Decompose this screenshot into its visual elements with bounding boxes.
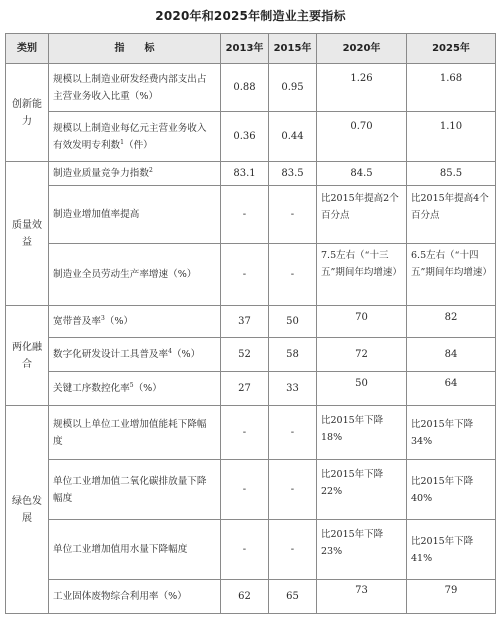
indicator-cell — [49, 112, 221, 162]
indicator-text: 工业固体废物综合利用率（%） — [53, 591, 187, 602]
indicator-cell — [49, 186, 221, 244]
footnote-mark: 2 — [148, 166, 153, 174]
table-row — [6, 306, 496, 338]
header-2015: 2015年 — [269, 34, 317, 64]
value-2013: 0.88 — [221, 64, 269, 112]
value-2025: 比2015年下降34% — [407, 406, 496, 460]
indicator-cell — [49, 244, 221, 306]
value-2013: - — [221, 460, 269, 520]
value-2013: - — [221, 186, 269, 244]
value-2020: 70 — [317, 306, 407, 338]
header-2013: 2013年 — [221, 34, 269, 64]
value-2025: 比2015年提高4个百分点 — [407, 186, 496, 244]
footnote-mark: 3 — [100, 314, 105, 322]
value-2020: 7.5左右（“十三五”期间年均增速） — [317, 244, 407, 306]
value-2013: - — [221, 520, 269, 580]
value-2025: 比2015年下降41% — [407, 520, 496, 580]
value-2015: - — [269, 244, 317, 306]
indicator-cell — [49, 520, 221, 580]
value-2025: 比2015年下降40% — [407, 460, 496, 520]
table-row — [6, 520, 496, 580]
value-2015: 65 — [269, 580, 317, 614]
value-2020: 比2015年下降22% — [317, 460, 407, 520]
indicator-text: 规模以上制造业研发经费内部支出占主营业务收入比重（%） — [53, 73, 207, 102]
value-2013: 83.1 — [221, 162, 269, 186]
value-2020: 比2015年下降23% — [317, 520, 407, 580]
footnote-mark: 5 — [129, 381, 134, 389]
indicator-cell — [49, 306, 221, 338]
value-2015: 0.44 — [269, 112, 317, 162]
value-2015: - — [269, 460, 317, 520]
table-row — [6, 460, 496, 520]
category-innovation: 创新能力 — [6, 64, 49, 162]
indicator-text: 宽带普及率 — [53, 316, 101, 327]
value-2025: 82 — [407, 306, 496, 338]
indicator-text: 制造业质量竞争力指数 — [53, 168, 149, 179]
value-2013: - — [221, 406, 269, 460]
value-2013: 27 — [221, 372, 269, 406]
value-2020: 比2015年下降18% — [317, 406, 407, 460]
table-row — [6, 162, 496, 186]
header-2025: 2025年 — [407, 34, 496, 64]
value-2020: 0.70 — [317, 112, 407, 162]
footnote-mark: 4 — [168, 347, 172, 355]
value-2020: 比2015年提高2个百分点 — [317, 186, 407, 244]
footnote-mark: 1 — [120, 138, 124, 146]
indicator-text: 单位工业增加值用水量下降幅度 — [53, 544, 188, 555]
table-title: 2020年和2025年制造业主要指标 — [155, 9, 346, 23]
table-row — [6, 186, 496, 244]
indicator-suffix: （%） — [171, 349, 201, 360]
value-2020: 1.26 — [317, 64, 407, 112]
value-2025: 85.5 — [407, 162, 496, 186]
indicator-suffix: （件） — [123, 139, 153, 151]
category-green: 绿色发展 — [6, 406, 49, 614]
indicator-suffix: （%） — [104, 316, 134, 327]
value-2025: 6.5左右（“十四五”期间年均增速） — [407, 244, 496, 306]
value-2020: 73 — [317, 580, 407, 614]
value-2025: 1.68 — [407, 64, 496, 112]
indicator-cell — [49, 162, 221, 186]
table-row — [6, 112, 496, 162]
category-quality: 质量效益 — [6, 162, 49, 306]
header-indicator: 指 标 — [49, 34, 221, 64]
indicator-cell — [49, 580, 221, 614]
value-2015: - — [269, 520, 317, 580]
indicator-text: 制造业全员劳动生产率增速（%） — [53, 269, 197, 280]
header-category: 类别 — [6, 34, 49, 64]
indicator-cell — [49, 338, 221, 372]
value-2015: - — [269, 186, 317, 244]
value-2020: 84.5 — [317, 162, 407, 186]
value-2025: 1.10 — [407, 112, 496, 162]
indicator-cell — [49, 406, 221, 460]
value-2015: 58 — [269, 338, 317, 372]
indicator-text: 单位工业增加值二氧化碳排放量下降幅度 — [53, 475, 207, 504]
table-row — [6, 372, 496, 406]
table-row — [6, 244, 496, 306]
value-2020: 50 — [317, 372, 407, 406]
value-2020: 72 — [317, 338, 407, 372]
indicator-text: 制造业增加值率提高 — [53, 209, 140, 220]
indicator-cell — [49, 64, 221, 112]
header-2020: 2020年 — [317, 34, 407, 64]
value-2013: - — [221, 244, 269, 306]
table-row — [6, 64, 496, 112]
indicator-text: 规模以上制造业每亿元主营业务收入有效发明专利数 — [53, 122, 207, 151]
table-row — [6, 580, 496, 614]
indicator-cell — [49, 372, 221, 406]
value-2015: 33 — [269, 372, 317, 406]
value-2015: 83.5 — [269, 162, 317, 186]
category-integration: 两化融合 — [6, 306, 49, 406]
header-row — [6, 34, 496, 64]
value-2013: 37 — [221, 306, 269, 338]
value-2015: 0.95 — [269, 64, 317, 112]
table-row — [6, 338, 496, 372]
indicators-table — [5, 33, 496, 614]
value-2025: 84 — [407, 338, 496, 372]
value-2013: 62 — [221, 580, 269, 614]
indicator-suffix: （%） — [133, 383, 162, 394]
indicator-text: 关键工序数控化率 — [53, 383, 130, 394]
value-2013: 52 — [221, 338, 269, 372]
indicator-text: 数字化研发设计工具普及率 — [53, 349, 169, 360]
indicator-cell — [49, 460, 221, 520]
value-2013: 0.36 — [221, 112, 269, 162]
value-2025: 64 — [407, 372, 496, 406]
table-row — [6, 406, 496, 460]
value-2015: 50 — [269, 306, 317, 338]
indicator-text: 规模以上单位工业增加值能耗下降幅度 — [53, 418, 207, 447]
value-2025: 79 — [407, 580, 496, 614]
value-2015: - — [269, 406, 317, 460]
